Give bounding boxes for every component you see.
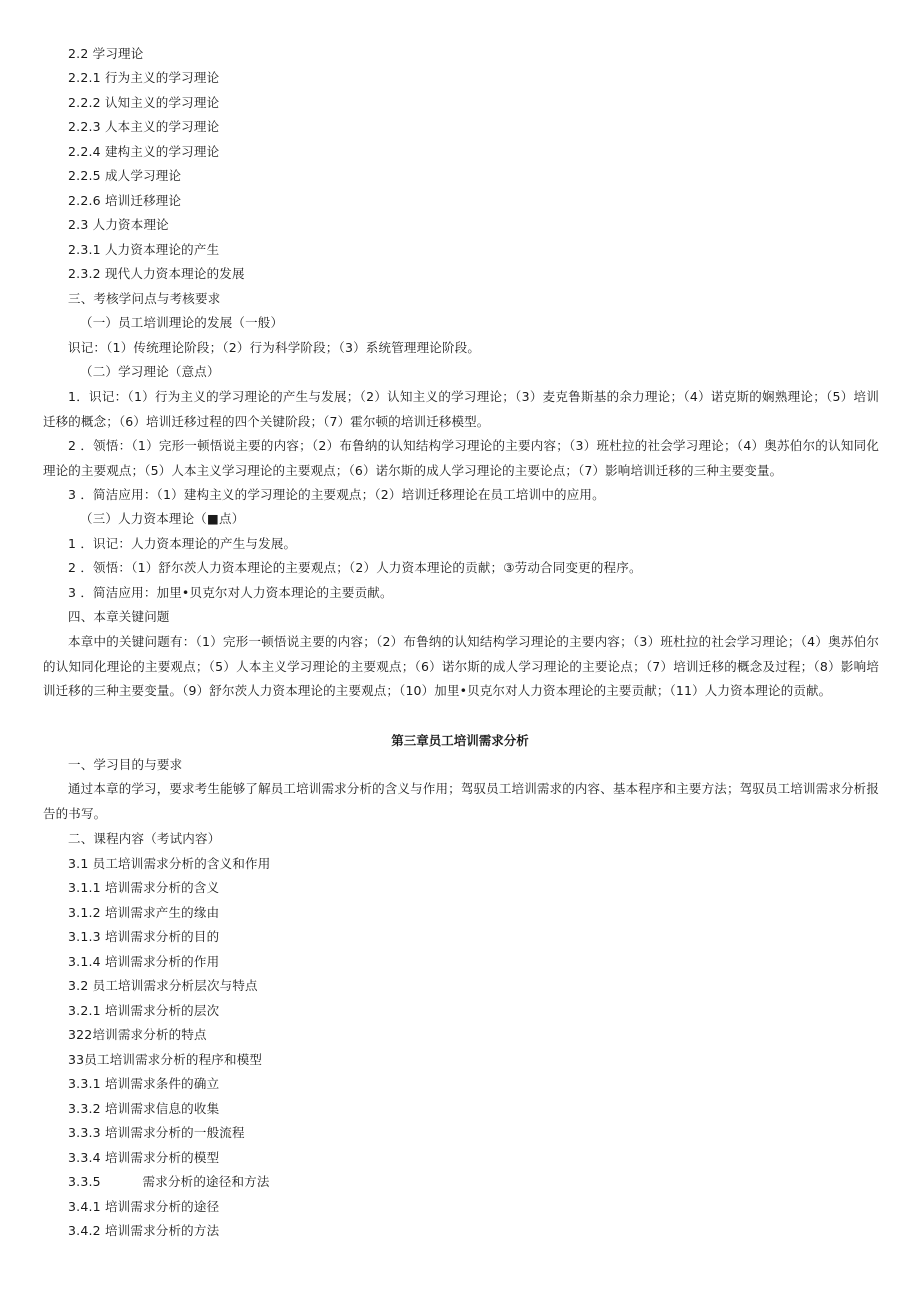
section-heading: 四、本章关键问题 <box>68 609 170 624</box>
outline-line: 2.2.4 建构主义的学习理论 <box>68 144 220 159</box>
outline-line: 2.3.1 人力资本理论的产生 <box>68 242 220 257</box>
outline-line: 3.2 员工培训需求分析层次与特点 <box>68 978 258 993</box>
paragraph-key-problems: 本章中的关键问题有：（1）完形一顿悟说主要的内容；（2）布鲁纳的认知结构学习理论的主要内容；（3）班杜拉的社会学习理论；（4）奥苏伯尔的认知同化理论的主要观点；（5）人本主义学习理论的主要观点；（6）诺尔斯的成人学习理论的主要论点；（7）培训迁移的概念及过程；（8）影响培训迁移的三种主要变量。（9）舒尔茨人力资本理论的主要观点；（10）加里•贝克尔对人力资本理论的主要贡献；（11）人力资本理论的贡献。 <box>43 634 879 698</box>
outline-line: 3.1.1 培训需求分析的含义 <box>68 880 220 895</box>
outline-line: 3.3.1 培训需求条件的确立 <box>68 1076 220 1091</box>
subsection-heading: （一）员工培训理论的发展（一般） <box>80 315 284 330</box>
paragraph-comprehend: 2 ．领悟：（1）完形一顿悟说主要的内容；（2）布鲁纳的认知结构学习理论的主要内容；（3）班杜拉的社会学习理论；（4）奥苏伯尔的认知同化理论的主要观点；（5）人本主义学习理论的主要观点；（6）诺尔斯的成人学习理论的主要论点；（7）影响培训迁移的三种主要变量。 <box>43 438 879 478</box>
outline-line: 3.1.3 培训需求分析的目的 <box>68 929 220 944</box>
outline-line: 2.3.2 现代人力资本理论的发展 <box>68 266 245 281</box>
outline-line: 322培训需求分析的特点 <box>68 1027 207 1042</box>
paragraph-goal: 通过本章的学习，要求考生能够了解员工培训需求分析的含义与作用；驾驭员工培训需求的内容、基本程序和主要方法；驾驭员工培训需求分析报告的书写。 <box>43 781 879 821</box>
outline-line: 3.4.1 培训需求分析的途径 <box>68 1199 220 1214</box>
chapter-title: 第三章员工培训需求分析 <box>391 733 529 748</box>
outline-line: 3.4.2 培训需求分析的方法 <box>68 1223 220 1238</box>
outline-line: 2.2.6 培训迁移理论 <box>68 193 182 208</box>
outline-line: 33员工培训需求分析的程序和模型 <box>68 1052 263 1067</box>
body-line: 3 ．简洁应用：加里•贝克尔对人力资本理论的主要贡献。 <box>68 585 393 600</box>
outline-line: 3.3.4 培训需求分析的模型 <box>68 1150 220 1165</box>
outline-line: 2.2.2 认知主义的学习理论 <box>68 95 220 110</box>
outline-line: 3.1.4 培训需求分析的作用 <box>68 954 220 969</box>
body-line: 2 ．领悟：（1）舒尔茨人力资本理论的主要观点；（2）人力资本理论的贡献；③劳动合同变更的程序。 <box>68 560 642 575</box>
outline-line: 2.3 人力资本理论 <box>68 217 169 232</box>
body-line: 识记：（1）传统理论阶段；（2）行为科学阶段；（3）系统管理理论阶段。 <box>68 340 481 355</box>
outline-line: 3.3.3 培训需求分析的一般流程 <box>68 1125 245 1140</box>
outline-line: 3.1 员工培训需求分析的含义和作用 <box>68 856 271 871</box>
outline-line: 3.3.2 培训需求信息的收集 <box>68 1101 220 1116</box>
paragraph-recall: 1．识记：（1）行为主义的学习理论的产生与发展；（2）认知主义的学习理论；（3）麦克鲁斯基的余力理论；（4）诺克斯的娴熟理论；（5）培训迁移的概念；（6）培训迁移过程的四个关键阶段；（7）霍尔顿的培训迁移模型。 <box>43 389 879 429</box>
section-heading: 一、学习目的与要求 <box>68 757 183 772</box>
section-heading: 三、考核学问点与考核要求 <box>68 291 221 306</box>
section-heading: 二、课程内容（考试内容） <box>68 831 221 846</box>
outline-line: 2.2 学习理论 <box>68 46 144 61</box>
body-line: 3 ．简洁应用：（1）建构主义的学习理论的主要观点；（2）培训迁移理论在员工培训中的应用。 <box>68 487 605 502</box>
outline-line: 2.2.1 行为主义的学习理论 <box>68 70 220 85</box>
outline-line: 3.1.2 培训需求产生的缘由 <box>68 905 220 920</box>
body-line: 1 ．识记：人力资本理论的产生与发展。 <box>68 536 297 551</box>
subsection-heading: （二）学习理论（意点） <box>80 364 220 379</box>
outline-line: 3.2.1 培训需求分析的层次 <box>68 1003 220 1018</box>
outline-line: 3.3.5 需求分析的途径和方法 <box>68 1174 270 1189</box>
outline-line: 2.2.3 人本主义的学习理论 <box>68 119 220 134</box>
outline-line: 2.2.5 成人学习理论 <box>68 168 182 183</box>
subsection-heading: （三）人力资本理论（■点） <box>80 511 245 526</box>
